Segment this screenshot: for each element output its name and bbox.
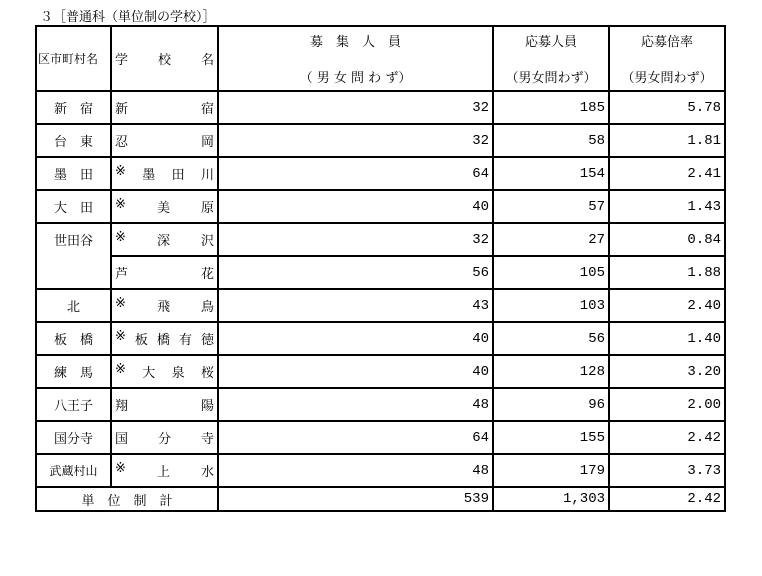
capacity-cell: 32 bbox=[218, 124, 493, 157]
school-char: 飛 bbox=[156, 300, 170, 315]
applicants-cell: 27 bbox=[493, 223, 609, 256]
total-capacity: 539 bbox=[218, 487, 493, 511]
table-row bbox=[36, 289, 725, 322]
ratio-cell: 1.43 bbox=[609, 190, 725, 223]
school-char: 分 bbox=[157, 432, 171, 447]
header-applicants: 応募人員 （男女問わず） bbox=[493, 26, 609, 91]
ward-cell: 大 田 bbox=[36, 190, 111, 223]
applicants-cell: 179 bbox=[493, 454, 609, 487]
school-char: 桜 bbox=[200, 366, 214, 381]
ratio-cell: 1.88 bbox=[609, 256, 725, 289]
table-row bbox=[36, 190, 725, 223]
capacity-cell: 40 bbox=[218, 355, 493, 388]
school-char: 忍 bbox=[115, 135, 129, 150]
total-label: 単 位 制 計 bbox=[36, 487, 218, 511]
school-char: ※ bbox=[115, 230, 126, 245]
capacity-cell: 64 bbox=[218, 157, 493, 190]
ratio-cell: 2.00 bbox=[609, 388, 725, 421]
table-row bbox=[36, 124, 725, 157]
capacity-cell: 32 bbox=[218, 91, 493, 124]
school-cell bbox=[111, 388, 218, 421]
applicants-cell: 154 bbox=[493, 157, 609, 190]
ward-cell: 北 bbox=[36, 289, 111, 322]
table-row bbox=[36, 355, 725, 388]
ward-cell: 新 宿 bbox=[36, 91, 111, 124]
ward-cell: 台 東 bbox=[36, 124, 111, 157]
school-char: 深 bbox=[156, 234, 170, 249]
header-school bbox=[111, 26, 218, 91]
applicants-cell: 155 bbox=[493, 421, 609, 454]
header-school-char: 学 bbox=[115, 53, 129, 68]
total-row bbox=[36, 487, 725, 511]
school-char: 沢 bbox=[200, 234, 214, 249]
school-cell bbox=[111, 256, 218, 289]
capacity-cell: 48 bbox=[218, 388, 493, 421]
school-char: ※ bbox=[115, 461, 126, 476]
school-char: 大 bbox=[142, 366, 156, 381]
results-table bbox=[35, 25, 726, 512]
applicants-cell: 57 bbox=[493, 190, 609, 223]
ratio-cell: 3.20 bbox=[609, 355, 725, 388]
school-cell bbox=[111, 124, 218, 157]
ward-cell: 板 橋 bbox=[36, 322, 111, 355]
applicants-cell: 105 bbox=[493, 256, 609, 289]
table-row bbox=[36, 157, 725, 190]
school-char: 翔 bbox=[115, 399, 129, 414]
total-ratio: 2.42 bbox=[609, 487, 725, 511]
capacity-cell: 56 bbox=[218, 256, 493, 289]
ratio-cell: 2.41 bbox=[609, 157, 725, 190]
school-char: 有 bbox=[178, 333, 192, 348]
capacity-cell: 48 bbox=[218, 454, 493, 487]
header-school-char: 名 bbox=[200, 53, 214, 68]
school-char: 寺 bbox=[200, 432, 214, 447]
applicants-cell: 185 bbox=[493, 91, 609, 124]
school-char: 鳥 bbox=[200, 300, 214, 315]
school-char: 泉 bbox=[171, 366, 185, 381]
ratio-cell: 1.81 bbox=[609, 124, 725, 157]
school-char: 新 bbox=[115, 102, 129, 117]
ward-cell: 練 馬 bbox=[36, 355, 111, 388]
capacity-cell: 40 bbox=[218, 322, 493, 355]
school-char: 原 bbox=[200, 201, 214, 216]
school-char: 岡 bbox=[200, 135, 214, 150]
ward-cell: 国分寺 bbox=[36, 421, 111, 454]
school-char: 橋 bbox=[156, 333, 170, 348]
ward-cell: 武蔵村山 bbox=[36, 454, 111, 487]
header-row bbox=[36, 26, 725, 91]
table-row bbox=[36, 421, 725, 454]
school-cell bbox=[111, 190, 218, 223]
school-char: 美 bbox=[156, 201, 170, 216]
school-cell bbox=[111, 454, 218, 487]
school-char: ※ bbox=[115, 164, 126, 179]
ratio-cell: 0.84 bbox=[609, 223, 725, 256]
capacity-cell: 64 bbox=[218, 421, 493, 454]
total-applicants: 1,303 bbox=[493, 487, 609, 511]
ratio-cell: 3.73 bbox=[609, 454, 725, 487]
school-char: 芦 bbox=[115, 267, 129, 282]
school-char: ※ bbox=[115, 197, 126, 212]
header-ward: 区市町村名 bbox=[36, 26, 111, 91]
table-row bbox=[36, 388, 725, 421]
table-row bbox=[36, 322, 725, 355]
ratio-cell: 2.42 bbox=[609, 421, 725, 454]
capacity-cell: 40 bbox=[218, 190, 493, 223]
school-cell bbox=[111, 355, 218, 388]
school-char: ※ bbox=[115, 296, 126, 311]
school-cell bbox=[111, 157, 218, 190]
capacity-cell: 32 bbox=[218, 223, 493, 256]
header-school-char: 校 bbox=[157, 53, 171, 68]
ratio-cell: 2.40 bbox=[609, 289, 725, 322]
applicants-cell: 96 bbox=[493, 388, 609, 421]
header-capacity: 募 集 人 員 （ 男 女 問 わ ず） bbox=[218, 26, 493, 91]
applicants-cell: 58 bbox=[493, 124, 609, 157]
school-char: 川 bbox=[200, 168, 214, 183]
school-char: 上 bbox=[156, 465, 170, 480]
school-char: 国 bbox=[115, 432, 129, 447]
school-cell bbox=[111, 289, 218, 322]
applicants-cell: 56 bbox=[493, 322, 609, 355]
school-cell bbox=[111, 322, 218, 355]
table-row bbox=[36, 454, 725, 487]
section-title: ３［普通科（単位制の学校）］ bbox=[40, 10, 216, 25]
school-char: 徳 bbox=[200, 333, 214, 348]
capacity-cell: 43 bbox=[218, 289, 493, 322]
school-char: ※ bbox=[115, 329, 126, 344]
applicants-cell: 128 bbox=[493, 355, 609, 388]
school-char: 板 bbox=[134, 333, 148, 348]
table-row bbox=[36, 223, 725, 256]
applicants-cell: 103 bbox=[493, 289, 609, 322]
school-char: 宿 bbox=[200, 102, 214, 117]
school-char: 陽 bbox=[200, 399, 214, 414]
school-cell bbox=[111, 223, 218, 256]
ratio-cell: 5.78 bbox=[609, 91, 725, 124]
school-char: ※ bbox=[115, 362, 126, 377]
header-ratio: 応募倍率 （男女問わず） bbox=[609, 26, 725, 91]
school-cell bbox=[111, 91, 218, 124]
table-row bbox=[36, 256, 725, 289]
school-char: 水 bbox=[200, 465, 214, 480]
ward-cell: 墨 田 bbox=[36, 157, 111, 190]
school-cell bbox=[111, 421, 218, 454]
school-char: 花 bbox=[200, 267, 214, 282]
school-char: 墨 bbox=[142, 168, 156, 183]
ward-cell: 八王子 bbox=[36, 388, 111, 421]
ratio-cell: 1.40 bbox=[609, 322, 725, 355]
school-char: 田 bbox=[171, 168, 185, 183]
ward-cell: 世田谷 bbox=[36, 223, 111, 289]
table-row bbox=[36, 91, 725, 124]
